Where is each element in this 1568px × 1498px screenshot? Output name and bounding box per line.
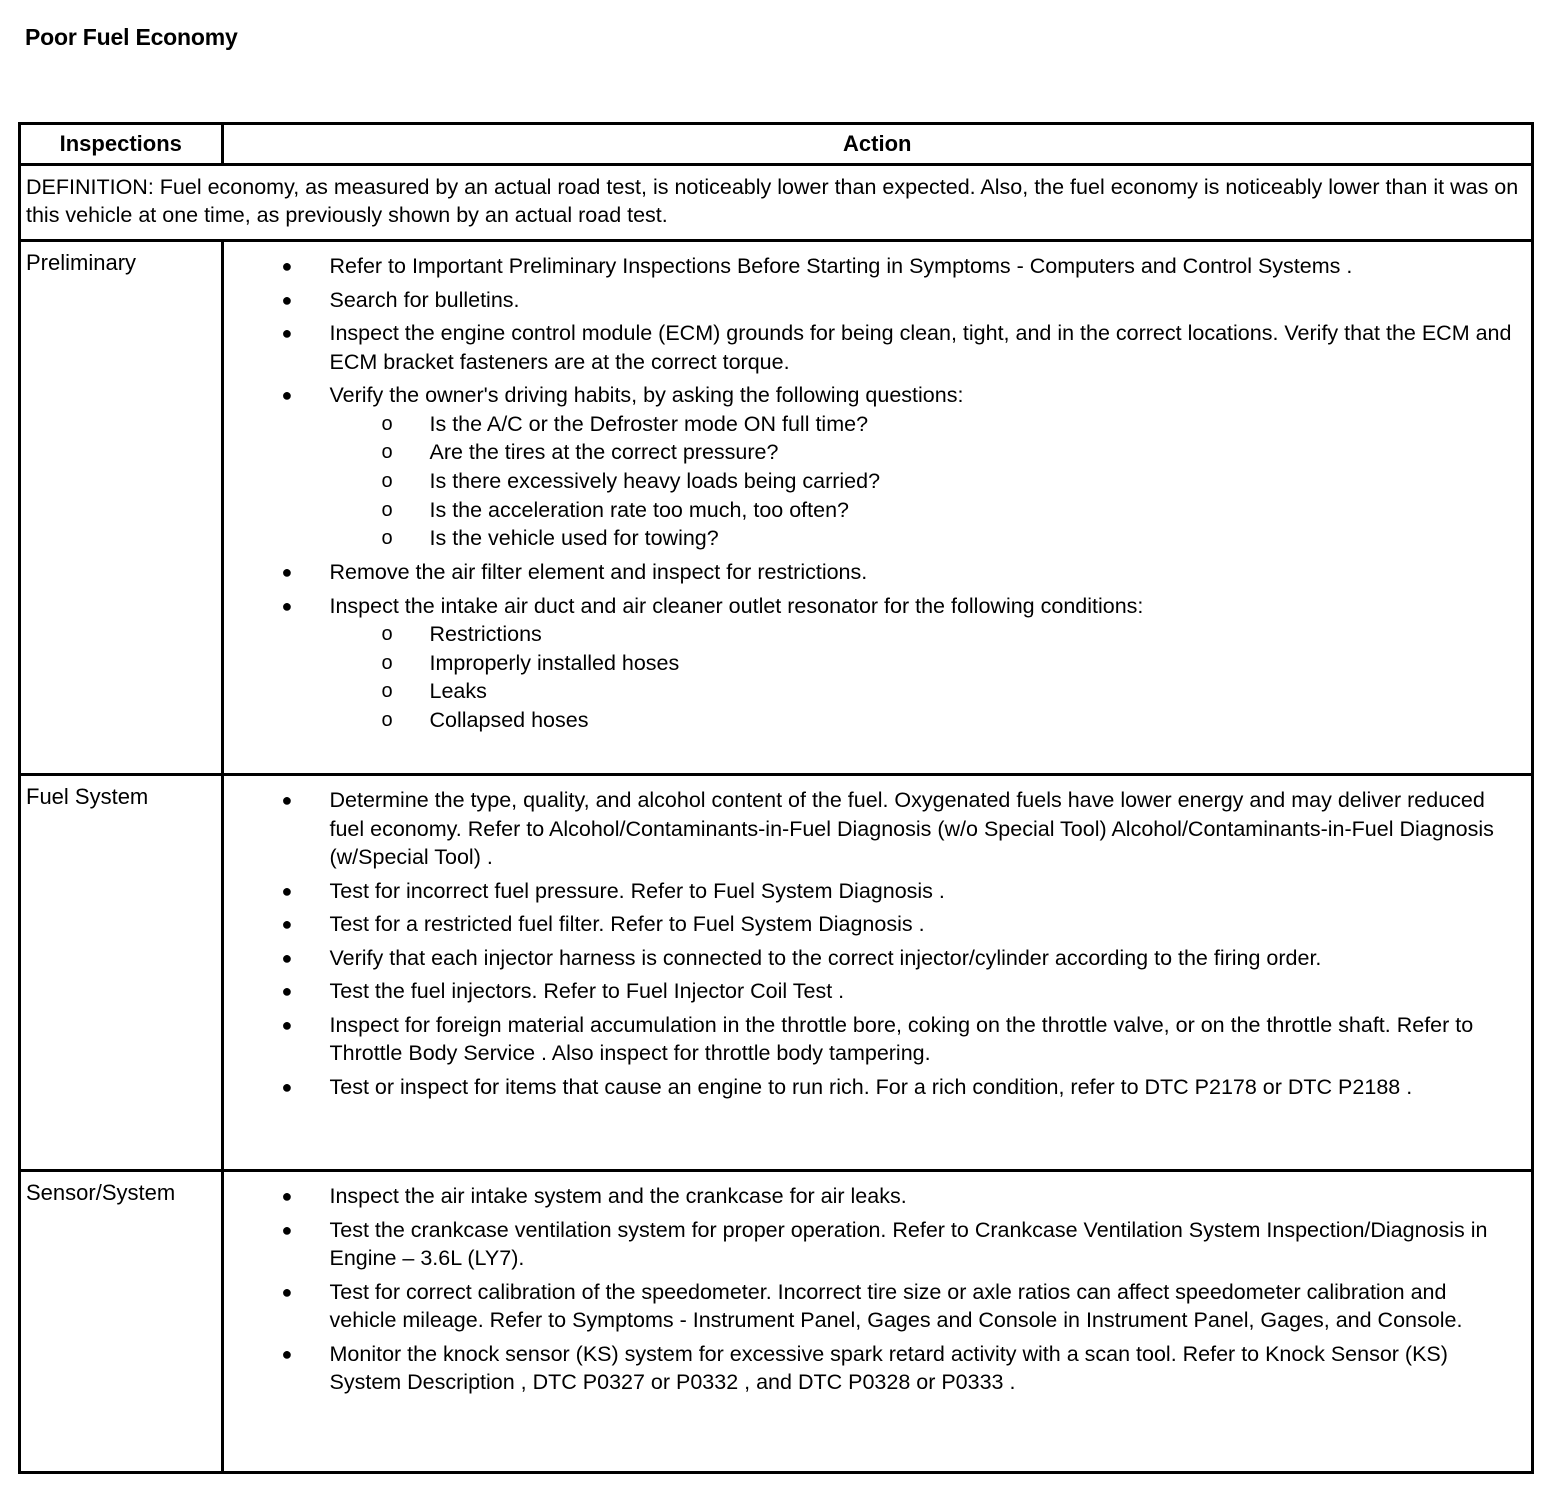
action-item-text: Inspect for foreign material accumulation in the throttle bore, coking on the throttle valve, or on the throttle shaft. Refer to Throttle Body Service . Also inspect for throttle body tampering. (329, 1012, 1474, 1065)
sub-item-text: Improperly installed hoses (429, 650, 680, 675)
circle-bullet-icon: o (381, 680, 393, 703)
bullet-icon: ● (281, 595, 293, 616)
action-item (224, 977, 1520, 1006)
action-item (224, 558, 1520, 587)
sub-item (330, 524, 1520, 553)
bullet-icon: ● (281, 385, 293, 405)
circle-bullet-icon: o (381, 469, 393, 492)
circle-bullet-icon: o (381, 441, 393, 464)
action-item (224, 1216, 1520, 1273)
bullet-icon: ● (281, 1186, 293, 1206)
action-item (224, 252, 1520, 281)
action-item (224, 877, 1520, 906)
action-item-text: Verify the owner's driving habits, by asking the following questions: (329, 383, 964, 407)
action-list (224, 1182, 1520, 1397)
bullet-icon: ● (281, 562, 293, 583)
bullet-icon: ● (281, 981, 293, 1001)
sub-item-text: Is the acceleration rate too much, too often? (429, 497, 850, 522)
action-cell (222, 1171, 1531, 1472)
sub-list (330, 410, 1520, 554)
inspection-table (18, 122, 1534, 1474)
action-item-text: Inspect the air intake system and the crankcase for air leaks. (329, 1184, 907, 1208)
bullet-icon: ● (281, 1014, 293, 1035)
sub-item (330, 706, 1520, 735)
sub-item-text: Restrictions (429, 622, 542, 647)
sub-item (330, 410, 1520, 439)
section-row-fuel-system (21, 775, 1531, 1171)
circle-bullet-icon: o (381, 527, 393, 550)
section-row-preliminary (21, 241, 1531, 775)
sub-item-text: Leaks (429, 679, 487, 704)
bullet-icon: ● (281, 914, 293, 934)
sub-item (330, 677, 1520, 706)
bullet-icon: ● (281, 256, 293, 276)
sub-item-text: Are the tires at the correct pressure? (429, 440, 779, 465)
action-item-text: Test or inspect for items that cause an engine to run rich. For a rich condition, refer to DTC P2178 or DTC P2188 . (329, 1074, 1413, 1099)
definition-text: DEFINITION: Fuel economy, as measured by an actual road test, is noticeably lower than expected. Also, the fuel economy is noticeably lower than it was on this vehicle at one time, as previously shown by an actual road test. (21, 165, 1531, 241)
action-cell (222, 775, 1531, 1171)
action-item (224, 1278, 1520, 1335)
circle-bullet-icon: o (381, 623, 393, 646)
header-row (21, 125, 1531, 165)
action-item-text: Inspect the engine control module (ECM) grounds for being clean, tight, and in the correct locations. Verify that the ECM and ECM bracket fasteners are at the correct torque. (329, 321, 1512, 374)
action-item-text: Search for bulletins. (329, 287, 520, 312)
bullet-icon: ● (281, 1219, 293, 1240)
action-item-text: Refer to Important Preliminary Inspections Before Starting in Symptoms - Computers and Control Systems . (329, 254, 1353, 278)
action-item-text: Test for correct calibration of the speedometer. Incorrect tire size or axle ratios can affect speedometer calibration and vehicle mileage. Refer to Symptoms - Instrument Panel, Gages and Console in Instrument Panel, Gages, and Console. (329, 1279, 1463, 1332)
action-item-text: Determine the type, quality, and alcohol content of the fuel. Oxygenated fuels have lower energy and may deliver reduced fuel economy. Refer to Alcohol/Contaminants-in-Fuel Diagnosis (w/o Special Tool) Alcohol/Contaminants-in-Fuel Diagnosis (w/Special Tool) . (329, 788, 1494, 869)
circle-bullet-icon: o (381, 651, 393, 674)
bullet-icon: ● (281, 323, 293, 343)
action-cell (222, 241, 1531, 775)
action-item (224, 910, 1520, 939)
action-item-text: Inspect the intake air duct and air cleaner outlet resonator for the following conditions: (329, 593, 1144, 618)
action-header: Action (222, 125, 1531, 165)
sub-item (330, 649, 1520, 678)
circle-bullet-icon: o (381, 498, 393, 521)
sub-item-text: Is the vehicle used for towing? (429, 526, 719, 551)
bullet-icon: ● (281, 1343, 293, 1364)
action-list (224, 252, 1520, 735)
bullet-icon: ● (281, 947, 293, 968)
action-item (224, 1340, 1520, 1397)
section-name: Sensor/System (21, 1171, 222, 1472)
inspections-header: Inspections (21, 125, 222, 165)
sub-item (330, 496, 1520, 525)
action-item-text: Test for a restricted fuel filter. Refer to Fuel System Diagnosis . (329, 912, 925, 936)
bullet-icon: ● (281, 880, 293, 901)
action-item (224, 944, 1520, 973)
action-item (224, 592, 1520, 735)
action-item-text: Test the crankcase ventilation system for proper operation. Refer to Crankcase Ventilation System Inspection/Diagnosis in Engine – 3.6L (LY7). (329, 1217, 1488, 1270)
sub-item (330, 467, 1520, 496)
action-item (224, 319, 1520, 376)
action-list (224, 786, 1520, 1101)
action-item (224, 786, 1520, 872)
action-item-text: Test for incorrect fuel pressure. Refer to Fuel System Diagnosis . (329, 878, 945, 903)
action-item-text: Remove the air filter element and inspect for restrictions. (329, 560, 868, 585)
bullet-icon: ● (281, 289, 293, 310)
section-name: Preliminary (21, 241, 222, 775)
sub-list (330, 620, 1520, 735)
action-item-text: Monitor the knock sensor (KS) system for excessive spark retard activity with a scan tool. Refer to Knock Sensor (KS) System Description , DTC P0327 or P0332 , and DTC P0328 or P0333 . (329, 1341, 1448, 1394)
action-item-text: Verify that each injector harness is connected to the correct injector/cylinder according to the firing order. (329, 945, 1322, 970)
sub-item (330, 620, 1520, 649)
action-item (224, 381, 1520, 553)
bullet-icon: ● (281, 1076, 293, 1097)
definition-row (21, 165, 1531, 241)
action-item (224, 286, 1520, 315)
page-title: Poor Fuel Economy (25, 24, 238, 50)
sub-item-text: Is there excessively heavy loads being carried? (429, 468, 881, 493)
sub-item-text: Is the A/C or the Defroster mode ON full time? (429, 411, 869, 436)
section-name: Fuel System (21, 775, 222, 1171)
action-item (224, 1182, 1520, 1211)
action-item-text: Test the fuel injectors. Refer to Fuel Injector Coil Test . (329, 979, 845, 1003)
sub-item-text: Collapsed hoses (429, 708, 589, 733)
action-item (224, 1011, 1520, 1068)
action-item (224, 1073, 1520, 1102)
sub-item (330, 438, 1520, 467)
bullet-icon: ● (281, 1281, 293, 1302)
section-row-sensor-system (21, 1171, 1531, 1472)
circle-bullet-icon: o (381, 412, 393, 435)
bullet-icon: ● (281, 790, 293, 810)
circle-bullet-icon: o (381, 709, 393, 732)
